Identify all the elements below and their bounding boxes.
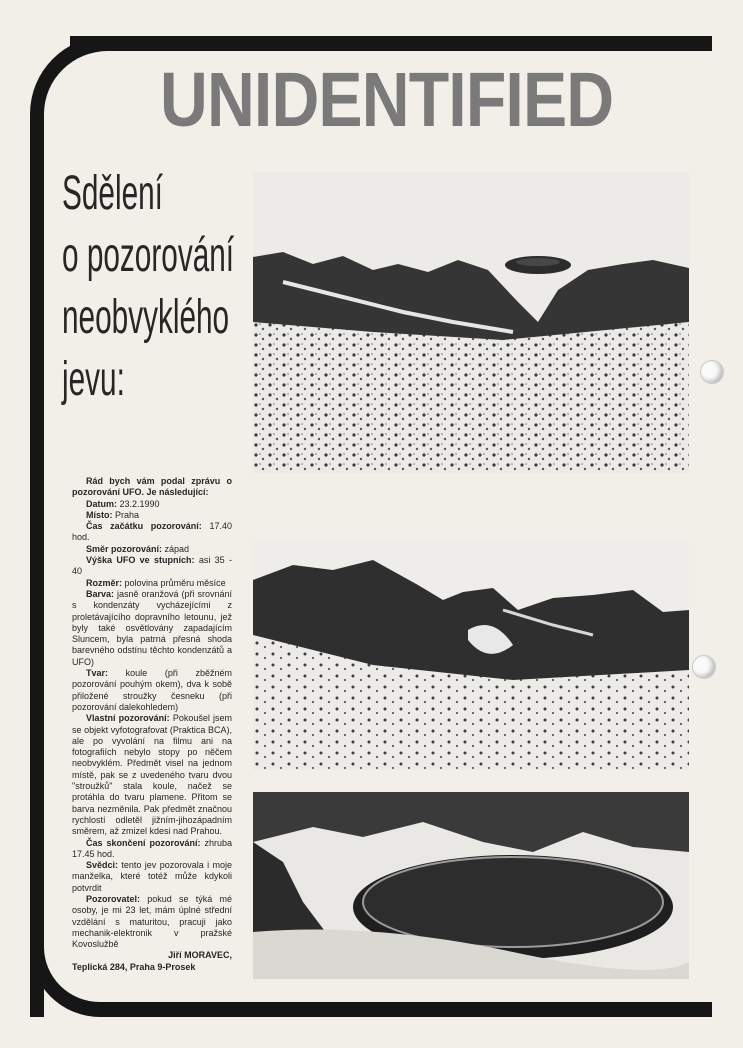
cas-label: Čas začátku pozorování: <box>86 521 202 532</box>
binder-hole-lower <box>692 655 716 679</box>
vlastni-value: Pokoušel jsem se objekt vyfotografovat (Praktica BCA), ale po vyvolání na filmu ani na fotografiích nebylo stopy po něčem neobvyklém. Předmět visel na jednom místě, pak se z uvedeného tvaru dvou "stroužků" stala koule, načež se protáhla do tvaru plamene. Přitom se barva nezměnila. Pak předmět značnou rychlostí odletěl jižním-jihozápadním směrem, až zmizel kdesi nad Prahou. <box>72 713 232 837</box>
vlastni-label: Vlastní pozorování: <box>86 713 170 724</box>
headline-line-3: neobvyklého <box>62 291 230 344</box>
konec-value: zhruba 17.45 hod. <box>72 837 232 859</box>
rozmer-value: polovina průměru měsíce <box>124 577 226 588</box>
article-intro: Rád bych vám podal zprávu o pozorování UFO. Je následující: <box>72 476 232 498</box>
misto-label: Místo: <box>86 509 113 520</box>
ufo-photo-3-image <box>253 792 689 979</box>
ufo-photo-1 <box>253 172 689 473</box>
pozorovatel-label: Pozorovatel: <box>86 893 141 904</box>
frame-left-bar <box>30 120 44 1017</box>
misto-value: Praha <box>115 509 140 520</box>
smer-value: západ <box>164 543 190 554</box>
rozmer-label: Rozměr: <box>86 577 123 588</box>
article-headline <box>62 163 235 411</box>
author-name: Jiří MORAVEC, <box>168 950 232 961</box>
datum-value: 23.2.1990 <box>119 498 160 509</box>
vyska-value: asi 35 - 40 <box>72 555 232 577</box>
smer-label: Směr pozorování: <box>86 543 163 554</box>
author-address: Teplická 284, Praha 9-Prosek <box>72 961 196 972</box>
barva-label: Barva: <box>86 588 115 599</box>
vyska-label: Výška UFO ve stupních: <box>86 555 195 566</box>
tvar-label: Tvar: <box>86 668 109 679</box>
pozorovatel-value: pokud se týká mé osoby, je mi 23 let, mám úplné střední vzdělání s maturitou, pracuji jako mechanik-elektronik v pražské Kovoslužbě <box>72 893 232 950</box>
ufo-photo-3 <box>253 792 689 979</box>
headline-line-2: o pozorování <box>62 229 235 282</box>
konec-label: Čas skončení pozorování: <box>86 837 201 848</box>
binder-hole-upper <box>700 360 724 384</box>
ufo-photo-2 <box>253 540 689 770</box>
svedci-value: tento jev pozorovala i moje manželka, které totéž může kdykoli potvrdit <box>72 860 232 893</box>
frame-bottom-bar <box>100 1002 712 1017</box>
headline-line-4: jevu: <box>62 353 125 406</box>
barva-value: jasně oranžová (při srovnání s kondenzáty vycházejícími z proletávajícího dopravního letounu, jež byly také osvětlovány zapadajícím Sluncem, byla patrná přesná shoda barevného odstínu těchto kondenzátů a UFO) <box>72 588 232 667</box>
svedci-label: Svědci: <box>86 860 119 871</box>
headline-line-1: Sdělení <box>62 167 163 220</box>
tvar-value: koule (při zběžném pozorování pouhým okem), dva k sobě přiložené stroužky česneku (při pozorování dalekohledem) <box>72 668 232 712</box>
frame-top-bar <box>70 36 712 51</box>
ufo-photo-2-image <box>253 540 689 770</box>
masthead-title: UNIDENTIFIED <box>160 57 614 143</box>
datum-label: Datum: <box>86 498 117 509</box>
ufo-photo-1-image <box>253 172 689 473</box>
article-body <box>72 476 232 973</box>
cas-value: 17.40 hod. <box>72 521 232 543</box>
